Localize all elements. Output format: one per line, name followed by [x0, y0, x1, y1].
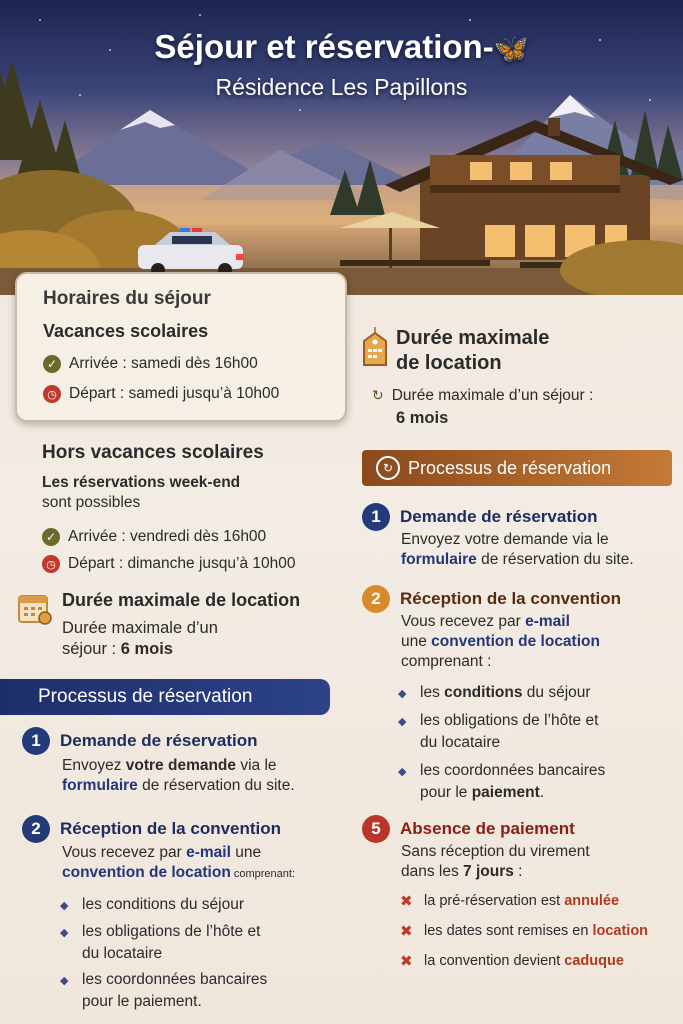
horaires-card	[15, 272, 347, 422]
right-step5-header: 5 Absence de paiement	[362, 815, 575, 843]
duree-right-value: 6 mois	[396, 409, 449, 427]
step-number-badge: 2	[22, 815, 50, 843]
list-item: ◆ les conditions du séjour	[60, 895, 244, 913]
list-item: ◆ les coordonnées bancaires	[60, 970, 268, 988]
bullet-icon: ◆	[398, 714, 407, 728]
right-step5-text: Sans réception du virement dans les 7 jours :	[401, 843, 590, 881]
right-step2-header: 2 Réception de la convention	[362, 585, 621, 613]
list-item: ✖ les dates sont remises en location	[400, 922, 649, 940]
horaires-title: Horaires du séjour	[43, 288, 211, 309]
hors-depart: ◷ Départ : dimanche jusqu’à 10h00	[42, 554, 295, 574]
right-step2-list	[398, 682, 678, 804]
left-step2-header: 2 Réception de la convention	[22, 815, 281, 843]
list-item: ✖ la convention devient caduque	[400, 952, 624, 970]
cross-icon: ✖	[400, 922, 413, 940]
clock-icon: ◷	[43, 385, 61, 403]
left-step2-list	[60, 893, 340, 1013]
vacances-title: Vacances scolaires	[43, 321, 209, 341]
hors-vacances-note: Les réservations week-end sont possibles	[42, 474, 241, 512]
list-item-continuation: pour le paiement.	[420, 783, 545, 801]
vacances-depart: ◷ Départ : samedi jusqu’à 10h00	[43, 384, 279, 404]
vacances-arrivee: ✓ Arrivée : samedi dès 16h00	[43, 354, 258, 374]
right-step1-header: 1 Demande de réservation	[362, 503, 597, 531]
bullet-icon: ◆	[398, 686, 407, 700]
hors-arrivee: ✓ Arrivée : vendredi dès 16h00	[42, 527, 266, 547]
butterfly-icon: 🦋	[493, 33, 529, 64]
left-step2-text: Vous recevez par e-mail une convention de location comprenant:	[62, 844, 295, 882]
right-step2-text: Vous recevez par e-mail une convention de location comprenant :	[401, 613, 600, 671]
list-item: ◆ les conditions du séjour	[398, 683, 591, 701]
duree-right-title: Durée maximale de location	[396, 327, 550, 374]
bullet-icon: ◆	[60, 898, 69, 912]
process-right-banner: ↻ Processus de réservation	[362, 450, 672, 486]
check-icon: ✓	[42, 528, 60, 546]
list-item-continuation: du locataire	[420, 733, 501, 751]
left-step1-text: Envoyez votre demande via le formulaire de réservation du site.	[62, 757, 295, 795]
list-item: ◆ les coordonnées bancaires	[398, 761, 606, 779]
timer-icon: ↻	[372, 388, 384, 405]
list-item: ✖ la pré-réservation est annulée	[400, 892, 620, 910]
page-subtitle: Résidence Les Papillons	[215, 74, 468, 100]
duree-left-title: Durée maximale de location	[62, 590, 301, 610]
price-tag-icon	[360, 325, 390, 369]
cross-icon: ✖	[400, 952, 413, 970]
hero-banner	[0, 0, 683, 295]
list-item-continuation: pour le paiement.	[82, 992, 202, 1010]
refresh-icon: ↻	[376, 456, 400, 480]
bullet-icon: ◆	[398, 764, 407, 778]
clock-icon: ◷	[42, 555, 60, 573]
step-number-badge: 1	[362, 503, 390, 531]
hors-vacances-title: Hors vacances scolaires	[42, 442, 264, 463]
right-step1-text: Envoyez votre demande via le formulaire de réservation du site.	[401, 531, 634, 569]
step-number-badge: 5	[362, 815, 390, 843]
process-left-banner: Processus de réservation	[0, 679, 330, 715]
step-number-badge: 2	[362, 585, 390, 613]
duree-right-line: ↻ Durée maximale d’un séjour :	[372, 387, 594, 405]
left-step1-header: 1 Demande de réservation	[22, 727, 257, 755]
cross-icon: ✖	[400, 892, 413, 910]
page-title: Séjour et réservation-🦋	[154, 28, 529, 65]
calendar-icon	[17, 592, 53, 626]
step-number-badge: 1	[22, 727, 50, 755]
list-item: ◆ les obligations de l’hôte et	[60, 922, 261, 940]
bullet-icon: ◆	[60, 973, 69, 987]
check-icon: ✓	[43, 355, 61, 373]
right-step5-list	[400, 889, 680, 973]
list-item-continuation: du locataire	[82, 944, 163, 962]
bullet-icon: ◆	[60, 925, 69, 939]
list-item: ◆ les obligations de l’hôte et	[398, 711, 599, 729]
duree-left-text: Durée maximale d’un séjour : 6 mois	[62, 619, 218, 659]
